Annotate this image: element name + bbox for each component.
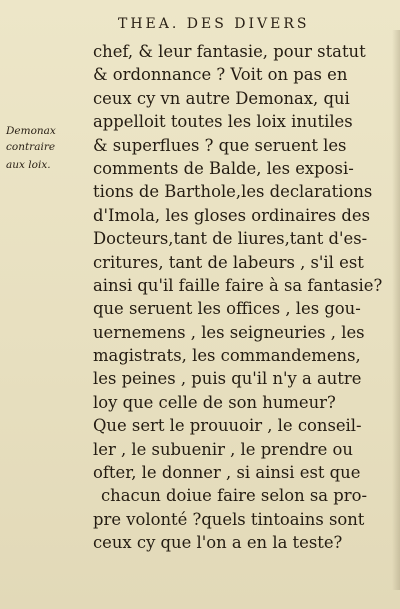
text-line: pre volonté ?quels tintoains sont [93,509,365,529]
text-line: ceux cy que l'on a en la teste? [93,533,343,553]
text-line: & superflues ? que seruent les [93,135,347,155]
running-head: THEA. DES DIVERS [118,16,310,32]
text-line: tions de Barthole,les declarations [93,182,373,202]
text-line: ler , le subuenir , le prendre ou [93,439,353,459]
text-line: d'Imola, les gloses ordinaires des [93,205,370,225]
text-line: appelloit toutes les loix inutiles [93,112,353,132]
text-line: les peines , puis qu'il n'y a autre [93,369,362,389]
text-line: ceux cy vn autre Demonax, qui [93,88,350,108]
text-line: uernemens , les seigneuries , les [93,322,365,342]
text-line: critures, tant de labeurs , s'il est [93,252,364,272]
text-line: ainsi qu'il faille faire à sa fantasie? [93,275,383,295]
text-line: comments de Balde, les exposi- [93,158,354,178]
text-line: & ordonnance ? Voit on pas en [93,65,348,85]
margin-note-demonax: Demonax [6,125,56,137]
body-text [93,40,393,555]
margin-note-aux-loix: aux loix. [6,159,51,171]
text-line: que seruent les offices , les gou- [93,299,361,319]
text-line: loy que celle de son humeur? [93,392,336,412]
margin-note-contraire: contraire [6,141,56,153]
text-line: chef, & leur fantasie, pour statut [93,42,366,61]
page-edge-shadow [392,30,400,590]
text-line: Docteurs,tant de liures,tant d'es- [93,229,368,249]
text-line: magistrats, les commandemens, [93,346,361,366]
text-line: Que sert le prouuoir , le conseil- [93,416,362,436]
text-line: ofter, le donner , si ainsi est que [93,463,361,483]
text-line: chacun doiue faire selon sa pro- [101,486,368,506]
